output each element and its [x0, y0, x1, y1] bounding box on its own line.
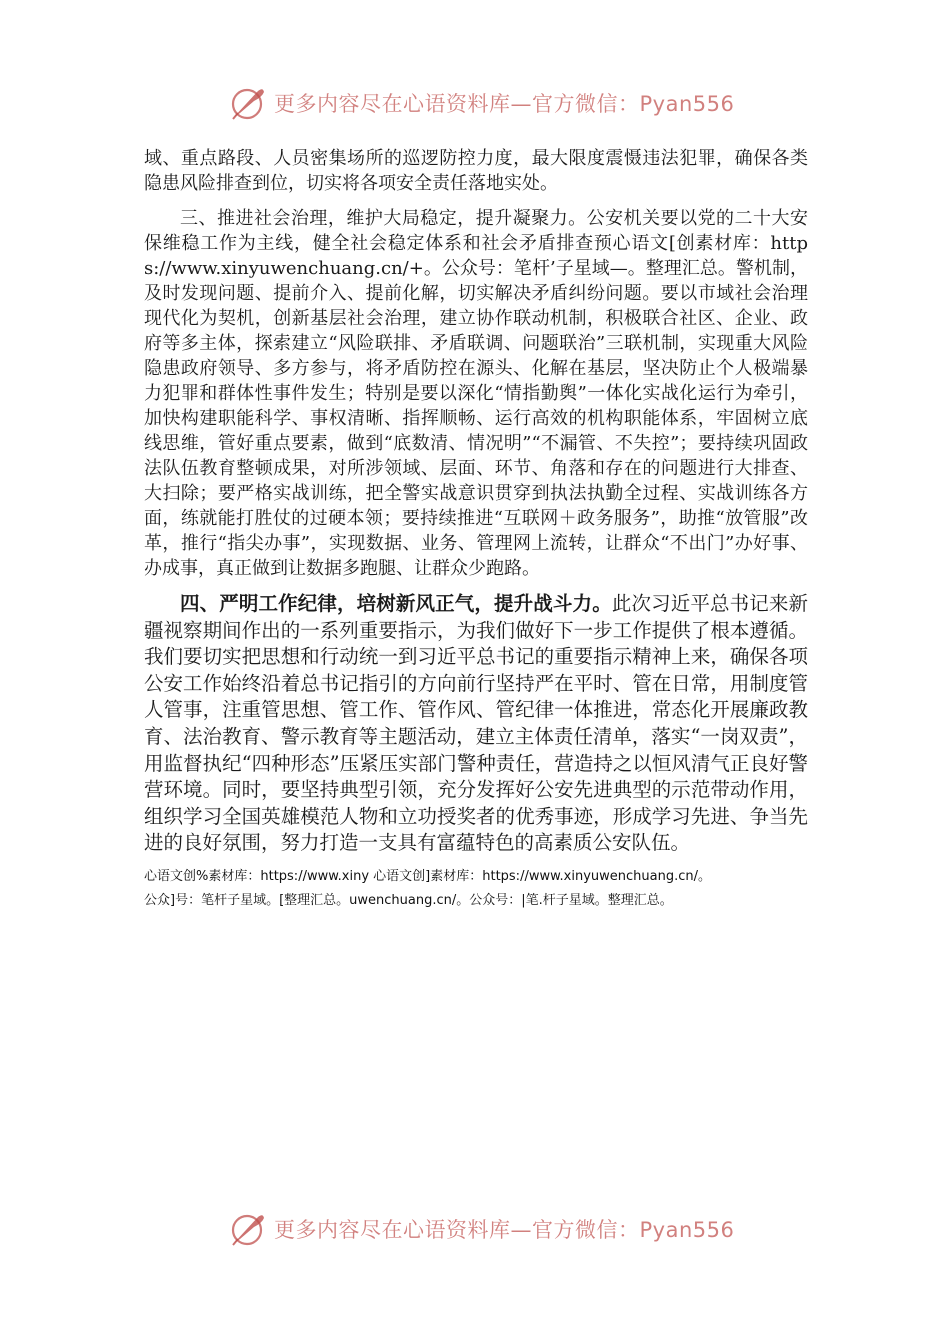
source-note-line-2: 公众]号：笔杆子星域。[整理汇总。uwenchuang.cn/。公众号：|笔.杆子星域。整理汇总。 [144, 892, 673, 908]
pen-feather-logo-icon [228, 83, 268, 123]
section-four-body: 此次习近平总书记来新疆视察期间作出的一系列重要指示，为我们做好下一步工作提供了根本遵循。我们要切实把思想和行动统一到习近平总书记的重要指示精神上来，确保各项公安工作始终沿着总书记指引的方向前行坚持严在平时、管在日常，用制度管人管事，注重管思想、管工作、管作风、管纪律一体推进，常态化开展廉政教育、法治教育、警示教育等主题活动，建立主体责任清单，落实“一岗双责”，用监督执纪“四种形态”压紧压实部门警种责任，营造持之以恒风清气正良好警营环境。同时，要坚持典型引领，充分发挥好公安先进典型的示范带动作用，组织学习全国英雄模范人物和立功授奖者的优秀事迹，形成学习先进、争当先进的良好氛围，努力打造一支具有富蕴特色的高素质公安队伍。 [144, 592, 808, 855]
paragraph-continuation: 域、重点路段、人员密集场所的巡逻防控力度，最大限度震慑违法犯罪，确保各类隐患风险排查到位，切实将各项安全责任落地实处。 [144, 148, 808, 194]
footer-watermark-text: 更多内容尽在心语资料库—官方微信：Pyan556 [274, 1218, 735, 1242]
paragraph-section-four [144, 591, 808, 857]
source-note-line-1: 心语文创%素材库：https://www.xiny 心语文创]素材库：https://www.xinyuwenchuang.cn/。 [144, 868, 711, 884]
header-watermark-text: 更多内容尽在心语资料库—官方微信：Pyan556 [274, 92, 735, 116]
document-body [144, 146, 808, 913]
pen-feather-logo-icon [228, 1209, 268, 1249]
paragraph-section-three: 三、推进社会治理，维护大局稳定，提升凝聚力。公安机关要以党的二十大安保维稳工作为主线，健全社会稳定体系和社会矛盾排查预心语文[创素材库：https://www.xinyuwenchuang.cn/+。公众号：笔杆’子星域—。整理汇总。警机制，及时发现问题、提前介入、提前化解，切实解决矛盾纠纷问题。要以市域社会治理现代化为契机，创新基层社会治理，建立协作联动机制，积极联合社区、企业、政府等多主体，探索建立“风险联排、矛盾联调、问题联治”三联机制，实现重大风险隐患政府领导、多方参与，将矛盾防控在源头、化解在基层，坚决防止个人极端暴力犯罪和群体性事件发生；特别是要以深化“情指勤舆”一体化实战化运行为牵引，加快构建职能科学、事权清晰、指挥顺畅、运行高效的机构职能体系，牢固树立底线思维，管好重点要素，做到“底数清、情况明”“不漏管、不失控”；要持续巩固政法队伍教育整顿成果，对所涉领域、层面、环节、角落和存在的问题进行大排查、大扫除；要严格实战训练，把全警实战意识贯穿到执法执勤全过程、实战训练各方面，练就能打胜仗的过硬本领；要持续推进“互联网＋政务服务”，助推“放管服”改革，推行“指尖办事”，实现数据、业务、管理网上流转，让群众“不出门”办好事、办成事，真正做到让数据多跑腿、让群众少跑路。 [144, 208, 808, 579]
section-four-heading: 四、严明工作纪律，培树新风正气，提升战斗力。 [180, 592, 612, 615]
footer-watermark-banner [0, 1206, 950, 1252]
header-watermark-banner [0, 80, 950, 126]
